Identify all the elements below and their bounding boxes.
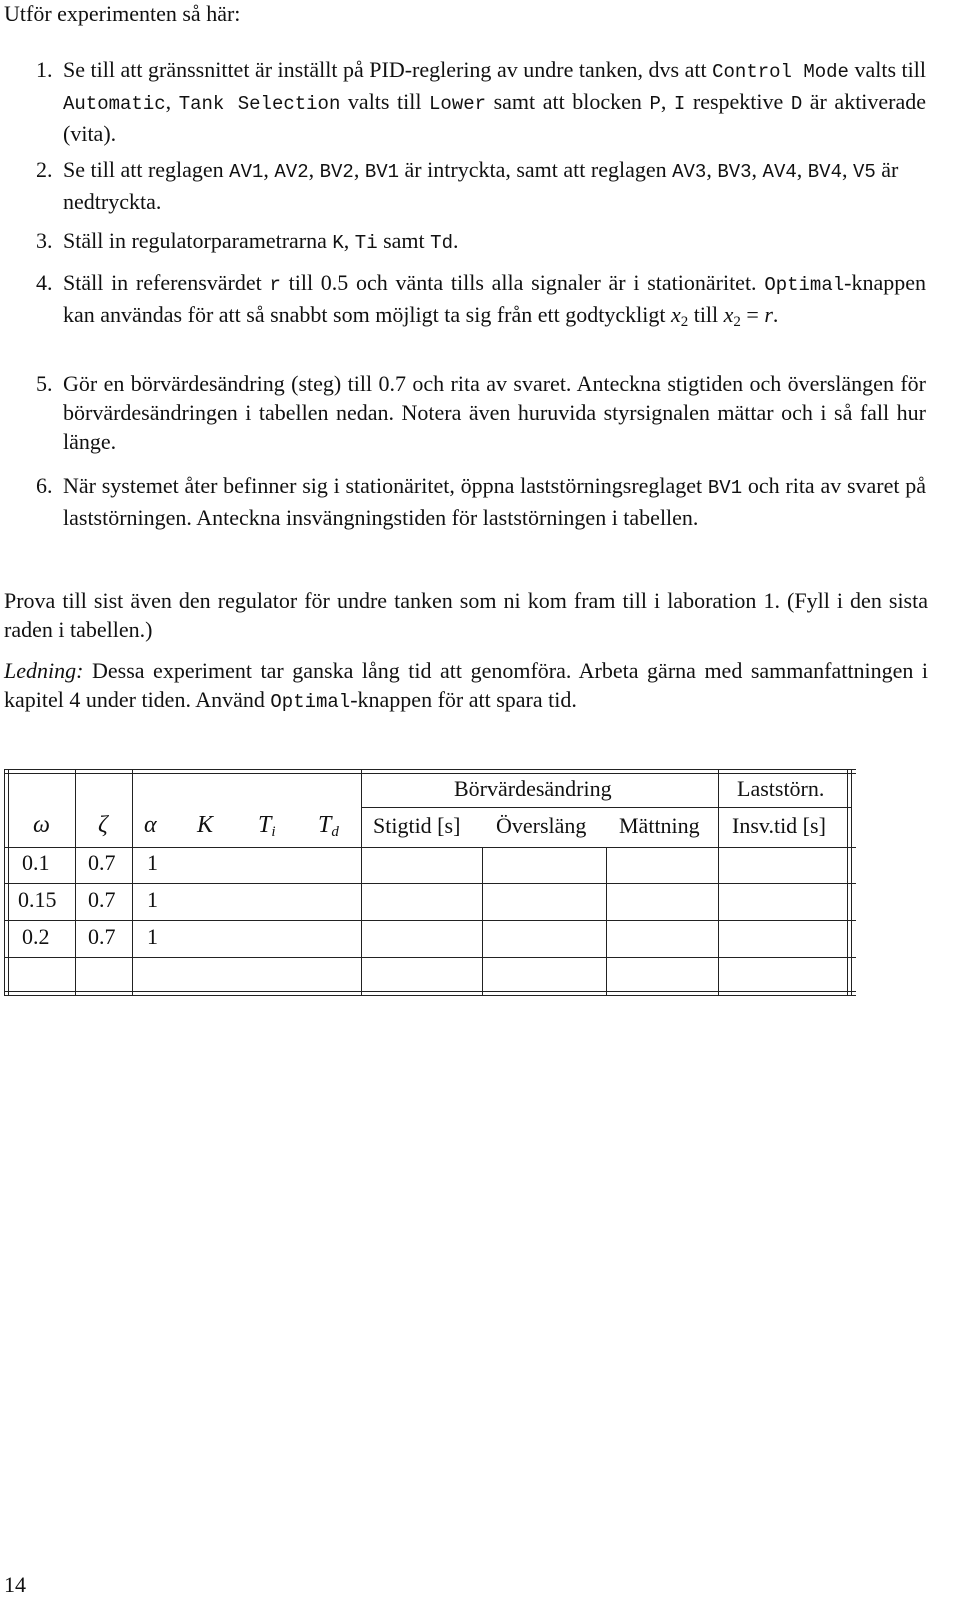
table-row-2-alpha: 1 — [147, 887, 158, 912]
step-1 — [36, 55, 926, 148]
paragraph-hint: Ledning: Dessa experiment tar ganska lång tid att genomföra. Arbeta gärna med sammanfattningen i kapitel 4 under tiden. Använd Optimal-knappen för att spara tid. — [4, 658, 928, 713]
step-text: Gör en börvärdesändring (steg) till 0.7 och rita av svaret. Anteckna stigtiden och överslängen för börvärdesändringen i tabellen nedan. Notera även huruvida styrsignalen mättar och i så fall hur länge. — [63, 371, 926, 454]
table-row-3-zeta: 0.7 — [88, 924, 116, 949]
header-Ti: $T_i$ — [258, 812, 276, 840]
intro-text: Utför experimenten så här: — [4, 1, 241, 26]
step-number: 5. — [36, 371, 53, 396]
header-setpoint-change: Börvärdesändring — [454, 776, 612, 801]
header-saturation: Mättning — [619, 813, 700, 838]
step-3 — [36, 226, 926, 258]
step-number: 3. — [36, 228, 53, 253]
step-6 — [36, 471, 926, 532]
step-text: Ställ in referensvärdet r till 0.5 och vänta tills alla signaler är i stationäritet. Optimal-knappen kan användas för att så snabbt som möjligt ta sig från ett godtyckligt $x_2$ till $x_2 = r$. — [63, 270, 926, 330]
step-2 — [36, 155, 926, 216]
paragraph-final-regulator: Prova till sist även den regulator för undre tanken som ni kom fram till i laboration 1. (Fyll i den sista raden i tabellen.) — [4, 588, 928, 642]
results-table — [4, 769, 856, 996]
header-Td: $T_d$ — [318, 812, 339, 840]
header-zeta: ζ — [98, 812, 108, 838]
table-row-3-alpha: 1 — [147, 924, 158, 949]
header-alpha: α — [144, 812, 157, 838]
table-row-1-alpha: 1 — [147, 850, 158, 875]
table-row-1-zeta: 0.7 — [88, 850, 116, 875]
page-number: 14 — [4, 1572, 26, 1597]
header-omega: ω — [33, 812, 50, 838]
step-4 — [36, 268, 926, 329]
step-number: 4. — [36, 270, 53, 295]
header-K: K — [197, 812, 214, 838]
header-settling-time: Insv.tid [s] — [732, 813, 826, 838]
step-text: Se till att reglagen AV1, AV2, BV2, BV1 är intryckta, samt att reglagen AV3, BV3, AV4, BV4, V5 är nedtryckta. — [63, 157, 899, 214]
step-number: 6. — [36, 473, 53, 498]
table-row-3-omega: 0.2 — [22, 924, 50, 949]
table-row-1-omega: 0.1 — [22, 850, 50, 875]
header-overshoot: Översläng — [496, 813, 587, 838]
step-5 — [36, 369, 926, 456]
step-text: När systemet åter befinner sig i stationäritet, öppna laststörningsreglaget BV1 och rita av svaret på laststörningen. Anteckna insvängningstiden för laststörningen i tabellen. — [63, 473, 926, 530]
step-number: 1. — [36, 57, 53, 82]
step-text: Ställ in regulatorparametrarna K, Ti samt Td. — [63, 228, 459, 254]
step-number: 2. — [36, 157, 53, 182]
header-load-disturbance: Laststörn. — [737, 776, 825, 801]
hint-label: Ledning: — [4, 658, 84, 683]
header-rise-time: Stigtid [s] — [373, 813, 461, 838]
table-row-2-zeta: 0.7 — [88, 887, 116, 912]
table-row-2-omega: 0.15 — [18, 887, 57, 912]
step-text: Se till att gränssnittet är inställt på PID-reglering av undre tanken, dvs att Control Mode valts till Automatic, Tank Selection valts till Lower samt att blocken P, I respektive D är aktiverade (vita). — [63, 57, 927, 146]
